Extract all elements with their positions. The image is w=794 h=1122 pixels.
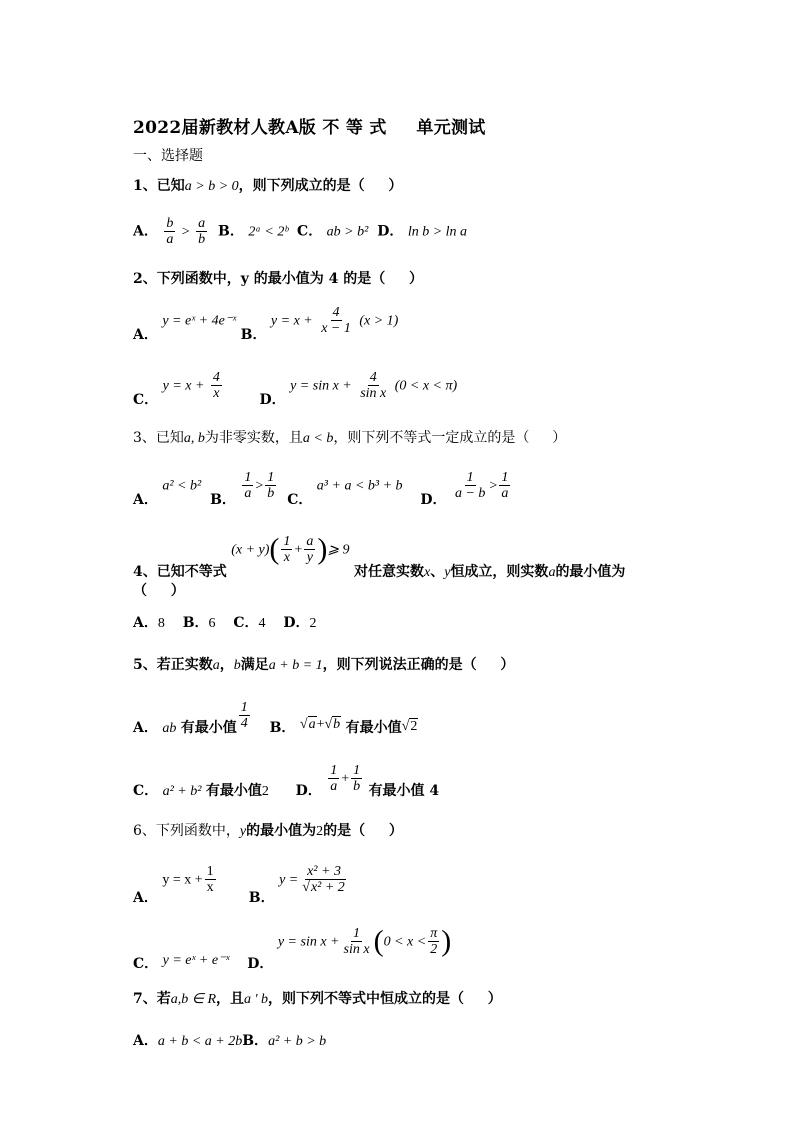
question-3-options: A． a² < b² B． $\frac{1}{a}$ > $\frac{1}{b}$ C． a³ + a < b³ + b D． $\frac{1}{a - b}$ > $\frac{1}{a}$	[133, 470, 509, 508]
option-d-expr: ln b > ln a	[407, 224, 468, 240]
question-2-options-cd: C． y = x + $\frac{4}{x}$ D． y = sin x + $\frac{4}{\text{sin x}}$ (0 < x < π)	[133, 370, 458, 408]
question-1-stem: 1、已知a > b > 0，则下列成立的是（ ）	[133, 178, 403, 194]
question-6-stem: 6、下列函数中，y的最小值为2的是（ ）	[133, 823, 403, 839]
option-label: A．	[133, 223, 158, 240]
question-2-stem: 2、下列函数中，y 的最小值为 4 的是（ ）	[133, 271, 423, 287]
option-a-fraction: $\frac{b}{a}$	[166, 216, 174, 247]
section-heading: 一、选择题	[133, 148, 203, 164]
question-7-options: A．a + b < a + 2bB．a² + b > b	[133, 1033, 327, 1049]
question-6-options-cd: C． y = eˣ + e⁻ˣ D． y = sin x + $\frac{1}{\text{sin x}}$ (0 < x < $\frac{\pi}{2}$ )	[133, 924, 452, 972]
question-2-options-ab: A． y = eˣ + 4e⁻ˣ B． y = x + $\frac{4}{x - 1}$ (x > 1)	[133, 305, 399, 343]
page-title: 2022届新教材人教A版 不 等 式 单元测试	[133, 118, 486, 138]
question-3-stem: 3、已知a, b为非零实数，且a < b，则下列不等式一定成立的是（ ）	[133, 430, 567, 446]
option-b-expr: 2ᵃ < 2ᵇ	[248, 224, 289, 240]
option-c-expr: ab > b²	[326, 224, 369, 240]
question-5-options-cd: C． a² + b² 有最小值2 D． $\frac{1}{a}$ + $\frac{1}{b}$ 有最小值 4	[133, 763, 440, 799]
question-7-stem: 7、若a,b ∈ R，且a ' b，则下列不等式中恒成立的是（ ）	[133, 991, 502, 1007]
question-1-options: A． $\frac{b}{a}$ > $\frac{a}{b}$ B． 2ᵃ < 2ᵇ C． ab > b² D． ln b > ln a	[133, 216, 468, 247]
question-4-options: A．8 B．6 C．4 D．2	[133, 615, 317, 631]
question-5-stem: 5、若正实数a，b满足a + b = 1，则下列说法正确的是（ ）	[133, 657, 515, 673]
question-5-options-ab: A． ab 有最小值 $\frac{1}{4}$ B． √a+√b 有最小值√2	[133, 700, 418, 736]
question-6-options-ab: A． y = x + $\frac{1}{x}$ B． y = $\frac{\text{x² + 3}}{\text{√x² + 2}}$	[133, 864, 345, 906]
option-a-fraction-2: $\frac{a}{b}$	[198, 216, 206, 247]
question-4-paren: （ ）	[133, 583, 185, 599]
question-4-stem: 4、已知不等式 (x + y)( $\frac{1}{x}$ + $\frac{a}{y}$ )⩾ 9 对任意实数x、y恒成立，则实数a的最小值为	[133, 532, 626, 580]
